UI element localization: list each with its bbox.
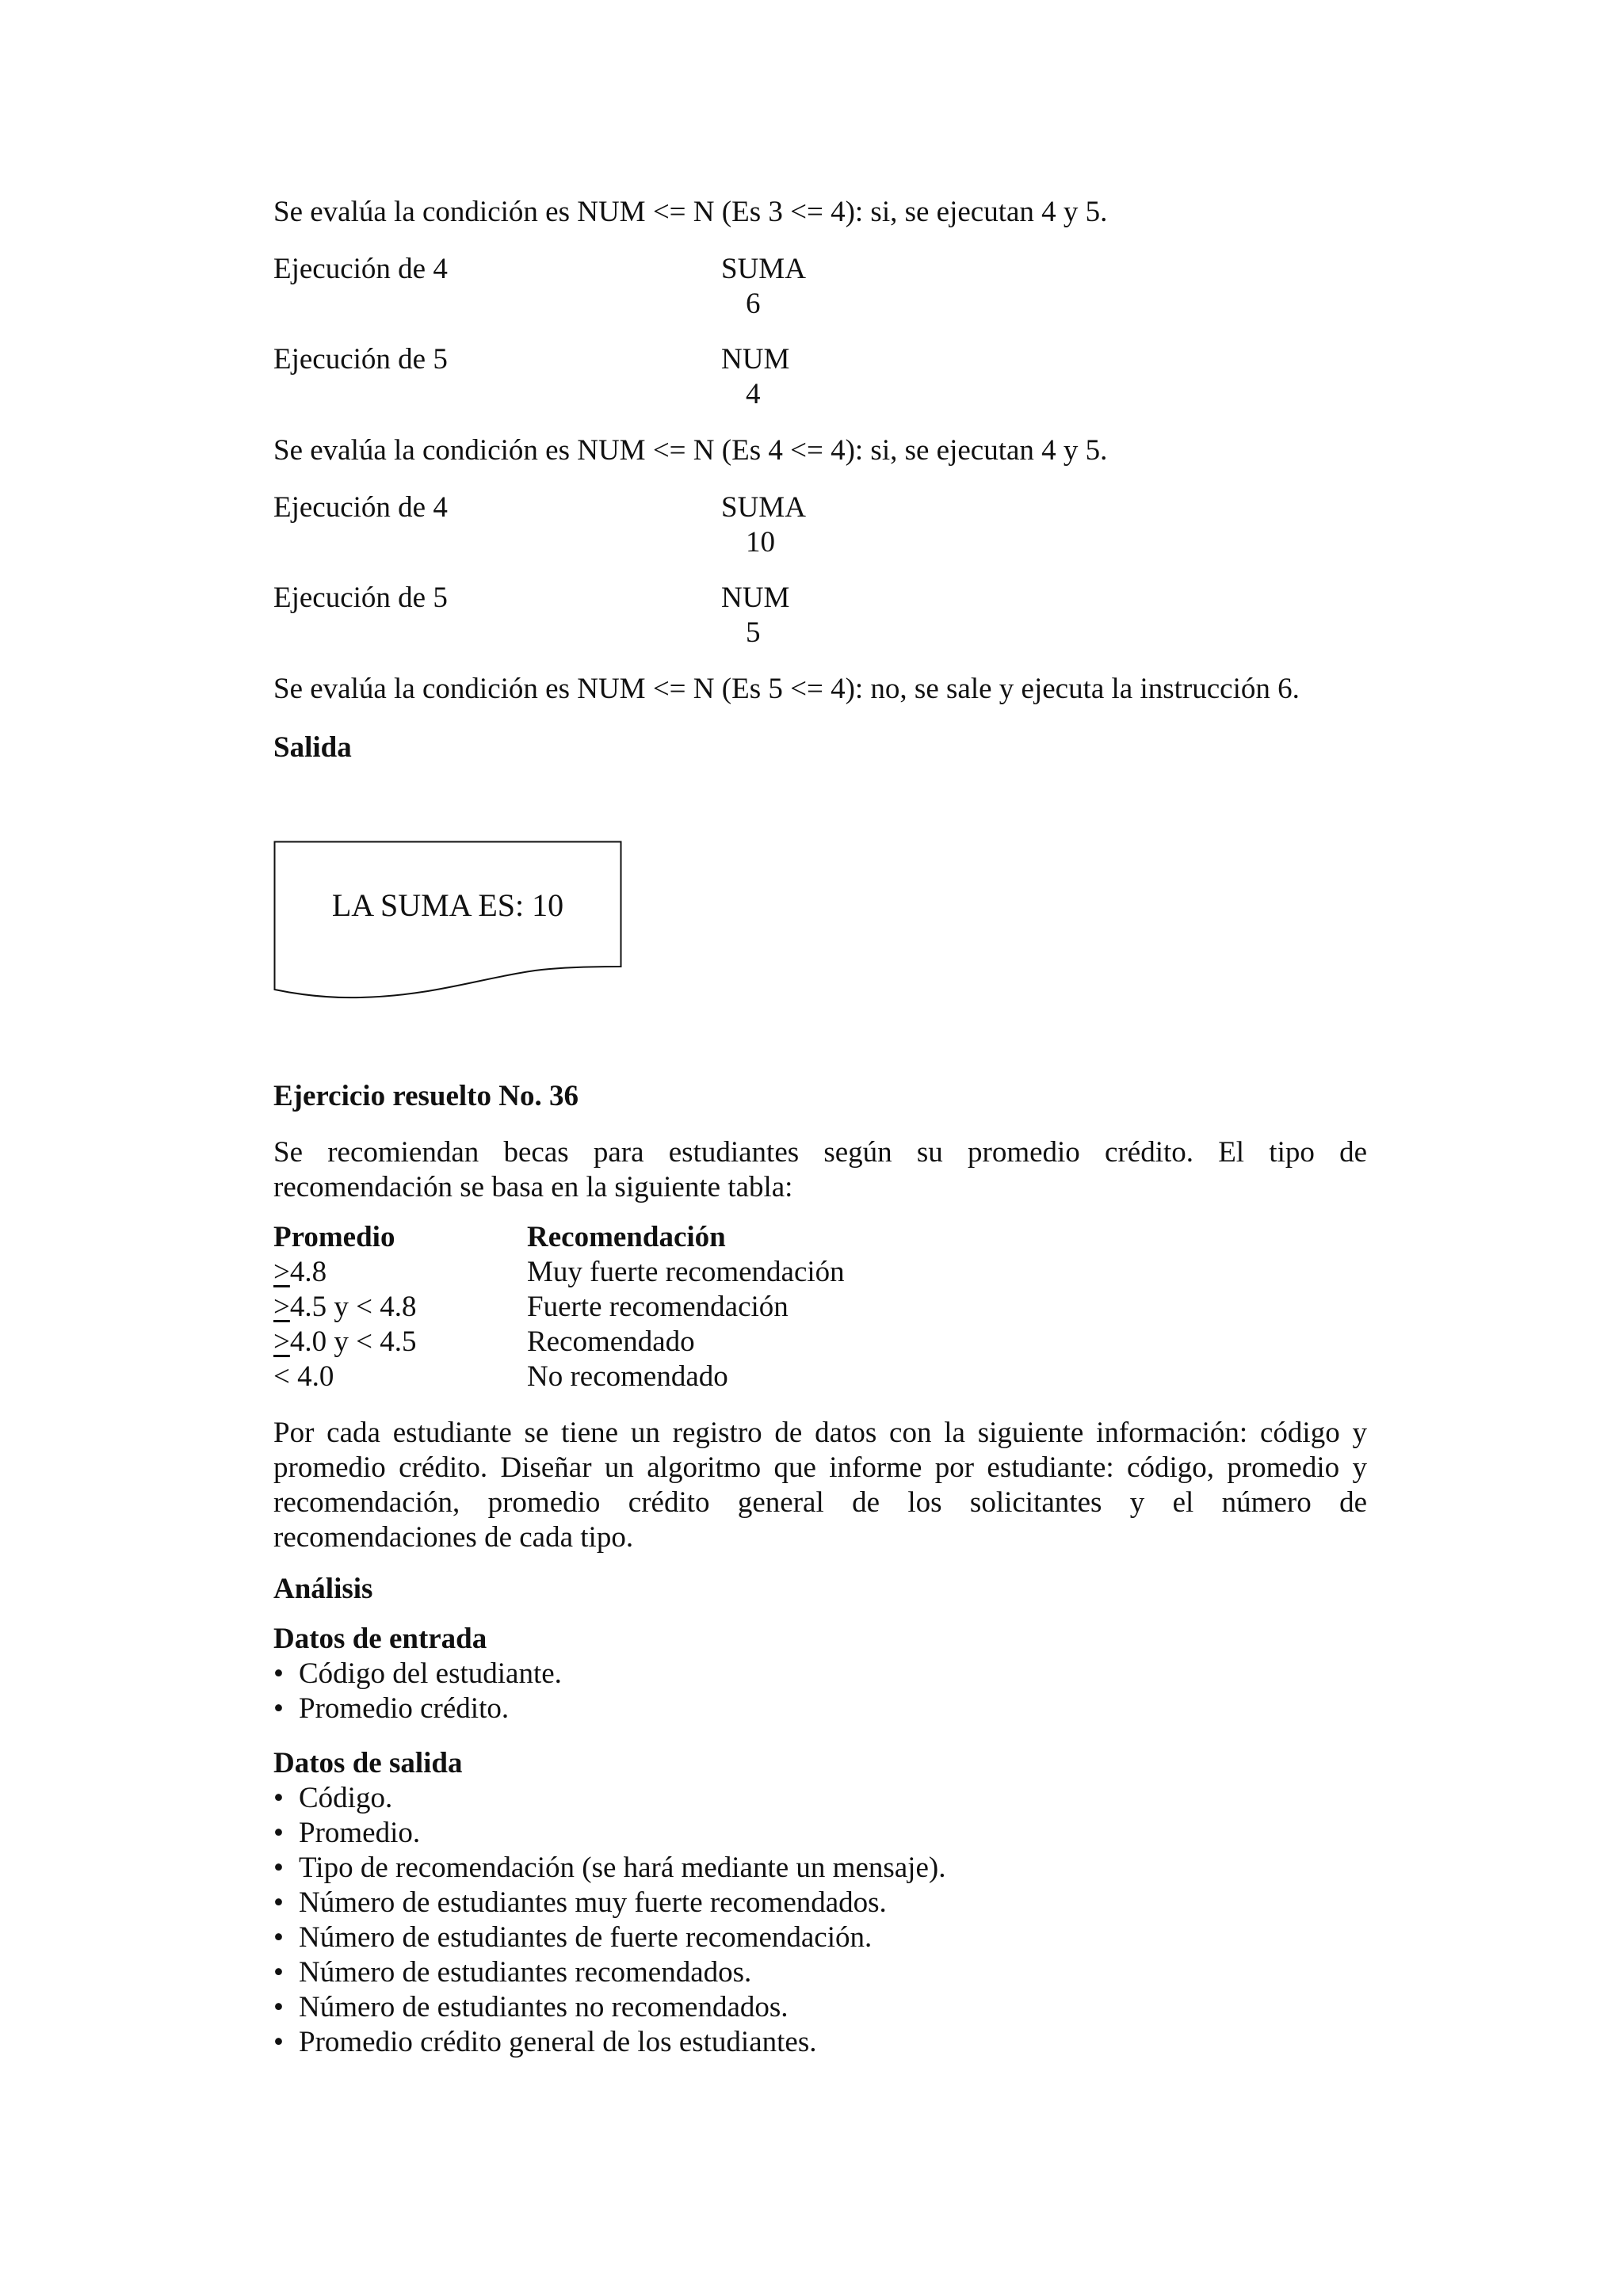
bullet-icon: •	[273, 1921, 284, 1954]
bullet-icon: •	[273, 1817, 284, 1849]
trace-val-num-a: 4	[746, 378, 761, 410]
document-page	[273, 0, 1367, 2296]
analisis-heading: Análisis	[273, 1573, 373, 1605]
recomendacion-cell: Fuerte recomendación	[527, 1291, 789, 1323]
output-box-text: LA SUMA ES: 10	[331, 887, 564, 923]
trace-val-num-b: 5	[746, 616, 761, 649]
trace-exec4-label-b: Ejecución de 4	[273, 491, 448, 524]
bullet-icon: •	[273, 1991, 284, 2023]
exercise-description	[273, 1416, 1367, 1555]
promedio-cell: 4.8	[289, 1256, 327, 1288]
list-item: • Número de estudiantes no recomendados.	[273, 1991, 789, 2023]
promedio-cell: 4.5 y < 4.8	[289, 1291, 417, 1323]
entrada-heading: Datos de entrada	[273, 1623, 487, 1655]
promedio-cell: < 4.0	[273, 1360, 334, 1393]
trace-exec5-label-b: Ejecución de 5	[273, 582, 448, 614]
salida-heading: Salida	[273, 731, 352, 764]
trace-var-num-b: NUM	[721, 582, 790, 614]
bullet-icon: •	[273, 1657, 284, 1690]
salida-datos-heading: Datos de salida	[273, 1747, 463, 1779]
recomendacion-cell: Recomendado	[527, 1325, 695, 1358]
salida-list	[273, 1781, 945, 2060]
table-header-recomendacion: Recomendación	[527, 1221, 726, 1253]
output-document-shape	[273, 841, 622, 1005]
table-header-promedio: Promedio	[273, 1221, 395, 1253]
trace-condition-2: Se evalúa la condición es NUM <= N (Es 4 <= 4): si, se ejecutan 4 y 5.	[273, 434, 1108, 467]
promedio-cell: 4.0 y < 4.5	[289, 1325, 417, 1358]
trace-var-num-a: NUM	[721, 343, 790, 376]
ge-symbol: >	[273, 1291, 290, 1323]
description-line: recomendación, promedio crédito general de los solicitantes y el número de	[273, 1486, 1367, 1519]
document-shape-icon	[273, 841, 622, 1005]
recomendacion-cell: Muy fuerte recomendación	[527, 1256, 845, 1288]
list-item: • Número de estudiantes muy fuerte recomendados.	[273, 1886, 887, 1919]
recomendacion-cell: No recomendado	[527, 1360, 728, 1393]
description-line: Por cada estudiante se tiene un registro de datos con la siguiente información: código y	[273, 1417, 1367, 1449]
list-item: • Tipo de recomendación (se hará mediante un mensaje).	[273, 1852, 946, 1884]
description-line: promedio crédito. Diseñar un algoritmo que informe por estudiante: código, promedio y	[273, 1451, 1367, 1484]
description-line: recomendaciones de cada tipo.	[273, 1521, 634, 1554]
list-item: • Promedio.	[273, 1817, 421, 1849]
list-item: • Número de estudiantes recomendados.	[273, 1956, 752, 1989]
list-item: • Código.	[273, 1782, 393, 1814]
list-item: • Promedio crédito.	[273, 1692, 510, 1725]
bullet-icon: •	[273, 1782, 284, 1814]
bullet-icon: •	[273, 1852, 284, 1884]
trace-var-suma-b: SUMA	[721, 491, 806, 524]
ge-symbol: >	[273, 1325, 290, 1358]
trace-exec4-label-a: Ejecución de 4	[273, 253, 448, 285]
trace-var-suma-a: SUMA	[721, 253, 806, 285]
list-item: • Promedio crédito general de los estudiantes.	[273, 2026, 817, 2058]
trace-exec5-label-a: Ejecución de 5	[273, 343, 448, 376]
trace-val-suma-a: 6	[746, 288, 761, 320]
list-item: • Número de estudiantes de fuerte recomendación.	[273, 1921, 873, 1954]
trace-condition-3: Se evalúa la condición es NUM <= N (Es 5 <= 4): no, se sale y ejecuta la instrucción 6.	[273, 673, 1300, 705]
exercise-title: Ejercicio resuelto No. 36	[273, 1080, 579, 1112]
ge-symbol: >	[273, 1256, 290, 1288]
list-item: • Código del estudiante.	[273, 1657, 562, 1690]
entrada-list	[273, 1657, 562, 1726]
exercise-intro-line-1: Se recomiendan becas para estudiantes según su promedio crédito. El tipo de	[273, 1136, 1367, 1169]
bullet-icon: •	[273, 1886, 284, 1919]
bullet-icon: •	[273, 2026, 284, 2058]
bullet-icon: •	[273, 1956, 284, 1989]
exercise-intro-line-2: recomendación se basa en la siguiente tabla:	[273, 1171, 793, 1203]
trace-val-suma-b: 10	[746, 526, 775, 559]
trace-condition-1: Se evalúa la condición es NUM <= N (Es 3 <= 4): si, se ejecutan 4 y 5.	[273, 196, 1108, 228]
bullet-icon: •	[273, 1692, 284, 1725]
